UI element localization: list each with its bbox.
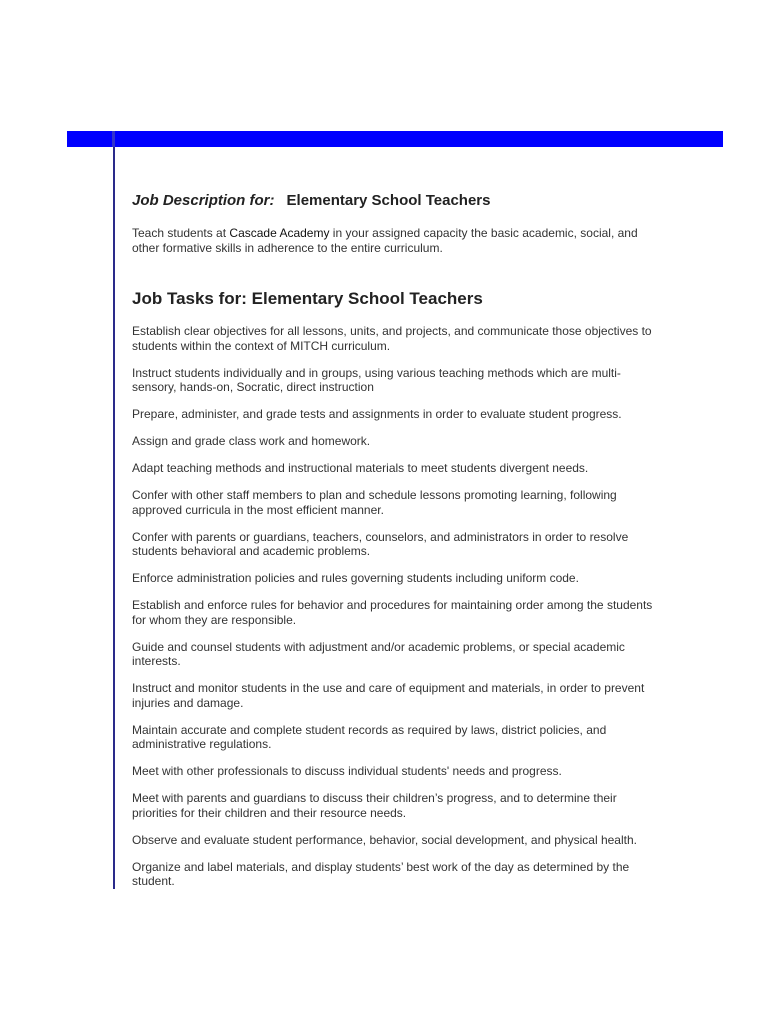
job-tasks-list bbox=[132, 324, 662, 889]
task-item: Enforce administration policies and rules governing students including uniform code. bbox=[132, 571, 579, 585]
job-summary bbox=[132, 226, 662, 256]
task-item: Guide and counsel students with adjustment and/or academic problems, or special academic interests. bbox=[132, 639, 625, 668]
header-bar-notch bbox=[112, 131, 115, 147]
task-item: Observe and evaluate student performance, behavior, social development, and physical health. bbox=[132, 832, 637, 847]
task-item: Confer with other staff members to plan and schedule lessons promoting learning, following approved curricula in the most efficient manner. bbox=[132, 488, 617, 517]
task-item: Assign and grade class work and homework. bbox=[132, 434, 371, 448]
task-item: Maintain accurate and complete student records as required by laws, district policies, and administrative regulations. bbox=[132, 722, 607, 751]
left-margin-rule bbox=[113, 147, 115, 889]
header-bar bbox=[67, 131, 723, 147]
job-description-heading bbox=[132, 190, 662, 212]
job-description-label: Job Description for: bbox=[132, 192, 275, 209]
task-item: Prepare, administer, and grade tests and assignments in order to evaluate student progress. bbox=[132, 407, 622, 421]
document-body bbox=[132, 190, 662, 890]
task-item: Confer with parents or guardians, teachers, counselors, and administrators in order to resolve students behavioral and academic problems. bbox=[132, 529, 629, 558]
job-description-role: Elementary School Teachers bbox=[286, 192, 491, 209]
task-item: Establish and enforce rules for behavior and procedures for maintaining order among the students for whom they are responsible. bbox=[132, 598, 653, 627]
task-item: Meet with parents and guardians to discuss their children’s progress, and to determine their priorities for their children and their resource needs. bbox=[132, 791, 617, 820]
task-item: Adapt teaching methods and instructional materials to meet students divergent needs. bbox=[132, 461, 589, 475]
task-item: Instruct students individually and in groups, using various teaching methods which are multi-sensory, hands-on, Socratic, direct instruction bbox=[132, 365, 621, 394]
task-item: Organize and label materials, and display students’ best work of the day as determined by the student. bbox=[132, 859, 630, 888]
task-item: Meet with other professionals to discuss individual students' needs and progress. bbox=[132, 764, 562, 778]
job-tasks-heading: Job Tasks for: Elementary School Teachers bbox=[132, 289, 483, 308]
summary-text-after: in your assigned capacity the basic academic, social, and other formative skills in adherence to the entire curriculum. bbox=[132, 226, 638, 255]
summary-text-before: Teach students at bbox=[132, 226, 230, 240]
task-item: Establish clear objectives for all lessons, units, and projects, and communicate those objectives to students within the context of MITCH curriculum. bbox=[132, 324, 652, 353]
task-item: Instruct and monitor students in the use and care of equipment and materials, in order to prevent injuries and damage. bbox=[132, 681, 645, 710]
company-name: Cascade Academy bbox=[229, 226, 330, 240]
